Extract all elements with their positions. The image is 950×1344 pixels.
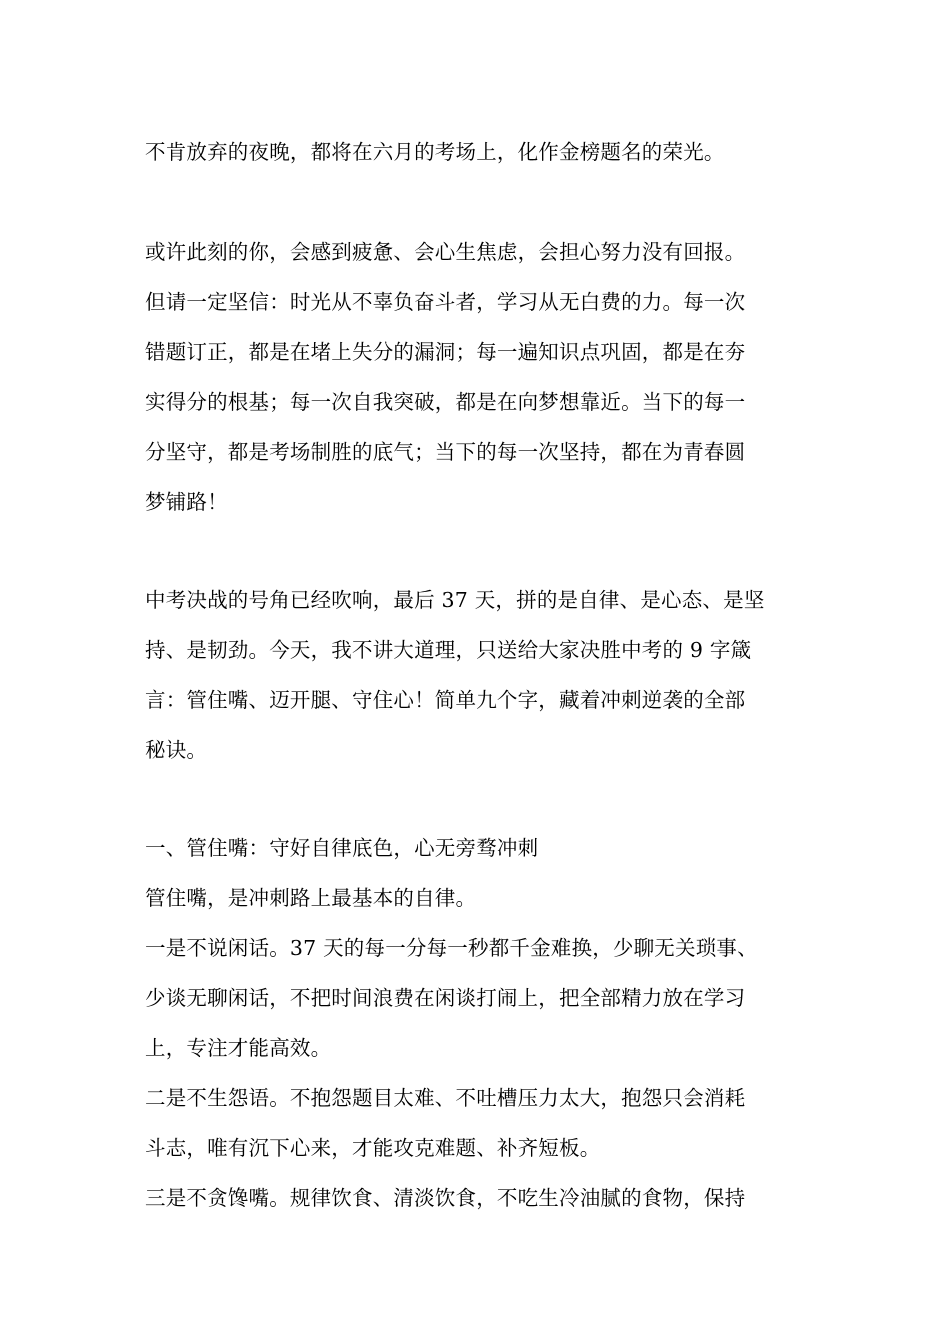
text-line: 一是不说闲话。37 天的每一分每一秒都千金难换，少聊无关琐事、 (145, 936, 758, 960)
paragraph-2 (145, 227, 810, 527)
text-line: 不肯放弃的夜晚，都将在六月的考场上，化作金榜题名的荣光。 (145, 140, 725, 164)
text-line: 三是不贪馋嘴。规律饮食、清淡饮食，不吃生冷油腻的食物，保持 (145, 1186, 746, 1210)
text-line: 但请一定坚信：时光从不辜负奋斗者，学习从无白费的力。每一次 (145, 290, 746, 314)
paragraph-4 (145, 823, 810, 1223)
text-line: 分坚守，都是考场制胜的底气；当下的每一次坚持，都在为青春圆 (145, 440, 746, 464)
text-line: 少谈无聊闲话，不把时间浪费在闲谈打闹上，把全部精力放在学习 (145, 986, 746, 1010)
text-line: 实得分的根基；每一次自我突破，都是在向梦想靠近。当下的每一 (145, 390, 746, 414)
text-line: 秘诀。 (145, 738, 208, 762)
text-line: 错题订正，都是在堵上失分的漏洞；每一遍知识点巩固，都是在夯 (145, 340, 746, 364)
text-line: 或许此刻的你，会感到疲惫、会心生焦虑，会担心努力没有回报。 (145, 240, 746, 264)
text-line: 言：管住嘴、迈开腿、守住心！简单九个字，藏着冲刺逆袭的全部 (145, 688, 746, 712)
section-heading: 一、管住嘴：守好自律底色，心无旁骛冲刺 (145, 836, 539, 860)
text-line: 管住嘴，是冲刺路上最基本的自律。 (145, 886, 477, 910)
text-line: 持、是韧劲。今天，我不讲大道理，只送给大家决胜中考的 9 字箴 (145, 638, 752, 662)
paragraph-3 (145, 575, 810, 775)
text-line: 中考决战的号角已经吹响，最后 37 天，拼的是自律、是心态、是坚 (145, 588, 765, 612)
text-line: 斗志，唯有沉下心来，才能攻克难题、补齐短板。 (145, 1136, 601, 1160)
text-line: 梦铺路！ (145, 490, 228, 514)
text-line: 二是不生怨语。不抱怨题目太难、不吐槽压力太大，抱怨只会消耗 (145, 1086, 746, 1110)
paragraph-1 (145, 127, 810, 177)
text-line: 上，专注才能高效。 (145, 1036, 332, 1060)
